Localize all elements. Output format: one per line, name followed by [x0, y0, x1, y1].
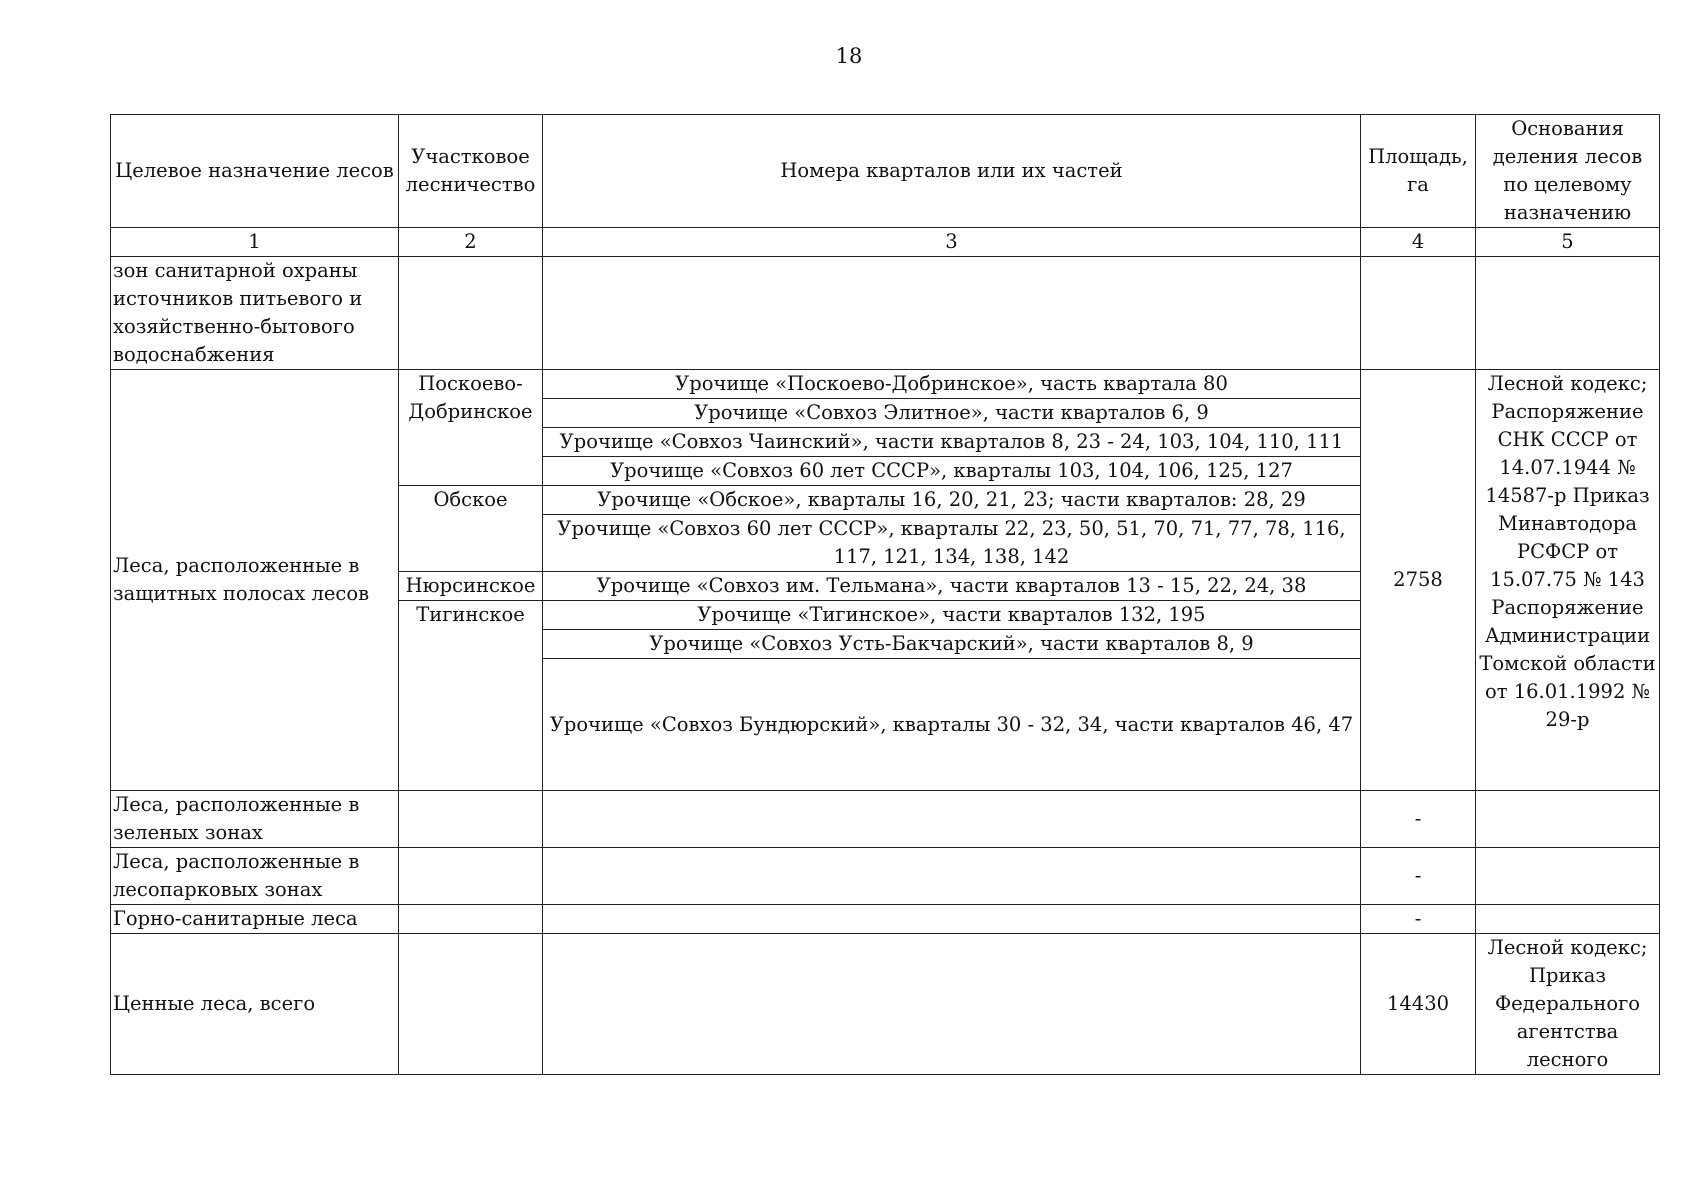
basis-cell: [1476, 905, 1660, 934]
area-cell: -: [1361, 848, 1476, 905]
column-number: 1: [111, 228, 399, 257]
district-cell: Обское: [399, 486, 543, 572]
quarters-cell: [543, 791, 1361, 848]
quarters-cell: Урочище «Совхоз Усть-Бакчарский», части кварталов 8, 9: [543, 630, 1361, 659]
table-header-row: [111, 115, 1660, 228]
area-cell: -: [1361, 791, 1476, 848]
basis-cell: [1476, 848, 1660, 905]
district-cell: [399, 934, 543, 1075]
quarters-cell: [543, 848, 1361, 905]
column-number-row: [111, 228, 1660, 257]
table-row: [111, 257, 1660, 370]
page-number: 18: [835, 44, 863, 68]
basis-cell: [1476, 257, 1660, 370]
quarters-cell: Урочище «Совхоз им. Тельмана», части кварталов 13 - 15, 22, 24, 38: [543, 572, 1361, 601]
area-cell: 2758: [1361, 370, 1476, 791]
quarters-cell: Урочище «Обское», кварталы 16, 20, 21, 23; части кварталов: 28, 29: [543, 486, 1361, 515]
district-cell: Нюрсинское: [399, 572, 543, 601]
quarters-cell: Урочище «Поскоево-Добринское», часть квартала 80: [543, 370, 1361, 399]
quarters-cell: [543, 257, 1361, 370]
district-cell: Тигинское: [399, 601, 543, 791]
column-number: 4: [1361, 228, 1476, 257]
table-row: [111, 791, 1660, 848]
quarters-cell: Урочище «Совхоз Чаинский», части кварталов 8, 23 - 24, 103, 104, 110, 111: [543, 428, 1361, 457]
district-cell: [399, 257, 543, 370]
column-number: 2: [399, 228, 543, 257]
table-row: [111, 370, 1660, 399]
basis-cell: Лесной кодекс; Распоряжение СНК СССР от 14.07.1944 № 14587-р Приказ Минавтодора РСФСР от 15.07.75 № 143 Распоряжение Администрации Томской области от 16.01.1992 № 29-р: [1476, 370, 1660, 791]
purpose-cell: Леса, расположенные в зеленых зонах: [111, 791, 399, 848]
district-cell: [399, 848, 543, 905]
area-cell: [1361, 257, 1476, 370]
quarters-cell: Урочище «Совхоз Элитное», части кварталов 6, 9: [543, 399, 1361, 428]
table-row: [111, 905, 1660, 934]
district-cell: Поскоево-Добринское: [399, 370, 543, 486]
quarters-cell: Урочище «Совхоз Бундюрский», кварталы 30 - 32, 34, части кварталов 46, 47: [543, 659, 1361, 791]
district-cell: [399, 791, 543, 848]
basis-cell: Лесной кодекс; Приказ Федерального агентства лесного: [1476, 934, 1660, 1075]
header-district: Участковое лесничество: [399, 115, 543, 228]
purpose-cell: Ценные леса, всего: [111, 934, 399, 1075]
header-area: Площадь, га: [1361, 115, 1476, 228]
purpose-cell: зон санитарной охраны источников питьевого и хозяйственно-бытового водоснабжения: [111, 257, 399, 370]
quarters-cell: Урочище «Совхоз 60 лет СССР», кварталы 22, 23, 50, 51, 70, 71, 77, 78, 116, 117, 121, 134, 138, 142: [543, 515, 1361, 572]
area-cell: 14430: [1361, 934, 1476, 1075]
purpose-cell: Леса, расположенные в лесопарковых зонах: [111, 848, 399, 905]
purpose-cell: Горно-санитарные леса: [111, 905, 399, 934]
area-cell: -: [1361, 905, 1476, 934]
table-row: [111, 848, 1660, 905]
quarters-cell: [543, 905, 1361, 934]
column-number: 3: [543, 228, 1361, 257]
column-number: 5: [1476, 228, 1660, 257]
quarters-cell: Урочище «Тигинское», части кварталов 132, 195: [543, 601, 1361, 630]
header-quarters: Номера кварталов или их частей: [543, 115, 1361, 228]
district-cell: [399, 905, 543, 934]
header-purpose: Целевое назначение лесов: [111, 115, 399, 228]
quarters-cell: [543, 934, 1361, 1075]
forest-purpose-table: [110, 114, 1660, 1075]
table-row: [111, 934, 1660, 1075]
purpose-cell: Леса, расположенные в защитных полосах лесов: [111, 370, 399, 791]
header-basis: Основания деления лесов по целевому назначению: [1476, 115, 1660, 228]
quarters-cell: Урочище «Совхоз 60 лет СССР», кварталы 103, 104, 106, 125, 127: [543, 457, 1361, 486]
basis-cell: [1476, 791, 1660, 848]
